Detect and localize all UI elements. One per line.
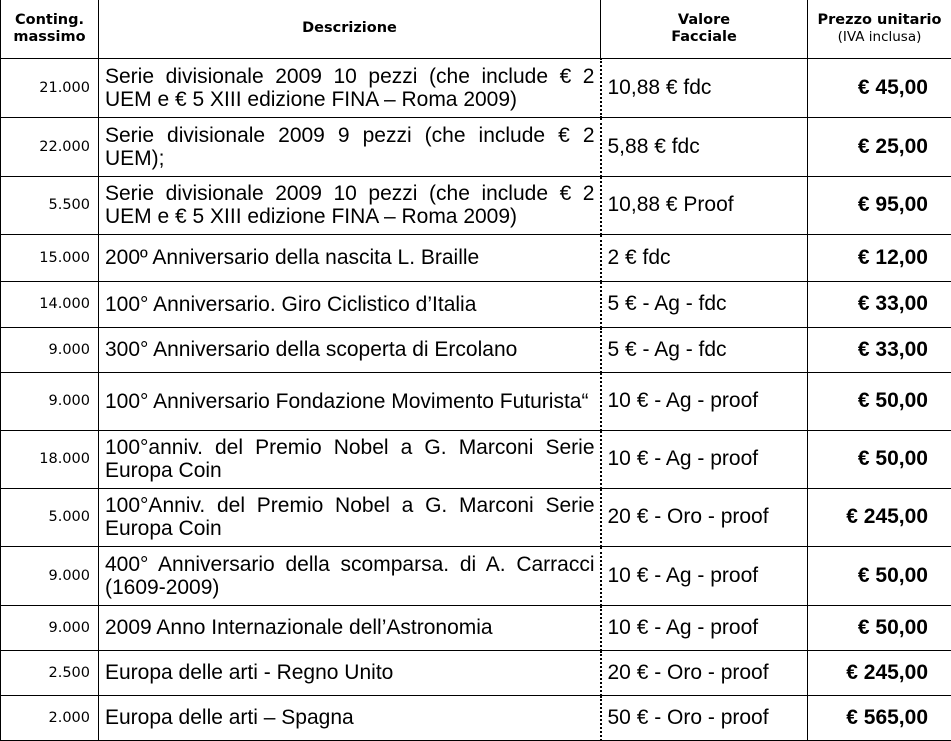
header-descrizione: Descrizione [99, 0, 601, 58]
valore-cell: 50 € - Oro - proof [601, 695, 808, 740]
descrizione-cell: Serie divisionale 2009 10 pezzi (che include € 2 UEM e € 5 XIII edizione FINA – Roma 2009) [99, 58, 601, 117]
header-valore-line2: Facciale [671, 29, 737, 45]
descrizione-cell: Europa delle arti - Regno Unito [99, 650, 601, 695]
table-row [1, 488, 951, 546]
contingente-cell: 2.000 [1, 695, 99, 740]
contingente-cell: 9.000 [1, 372, 99, 430]
valore-cell: 10 € - Ag - proof [601, 430, 808, 488]
prezzo-cell: € 95,00 [808, 176, 951, 234]
header-valore-line1: Valore [678, 12, 730, 28]
contingente-cell: 2.500 [1, 650, 99, 695]
valore-cell: 10 € - Ag - proof [601, 372, 808, 430]
valore-cell: 10,88 € Proof [601, 176, 808, 234]
descrizione-cell: 400° Anniversario della scomparsa. di A. Carracci (1609-2009) [99, 546, 601, 605]
prezzo-cell: € 50,00 [808, 430, 951, 488]
table-row [1, 430, 951, 488]
prezzo-cell: € 25,00 [808, 117, 951, 176]
header-contingente-line2: massimo [13, 29, 85, 45]
contingente-cell: 9.000 [1, 327, 99, 372]
valore-cell: 20 € - Oro - proof [601, 650, 808, 695]
table-row [1, 234, 951, 281]
descrizione-cell: 100° Anniversario Fondazione Movimento Futurista“ [99, 372, 601, 430]
contingente-cell: 9.000 [1, 605, 99, 650]
header-row [1, 0, 951, 58]
contingente-cell: 15.000 [1, 234, 99, 281]
header-prezzo-sub: (IVA inclusa) [808, 29, 951, 46]
table-row [1, 372, 951, 430]
descrizione-cell: 300° Anniversario della scoperta di Ercolano [99, 327, 601, 372]
table-row [1, 176, 951, 234]
contingente-cell: 5.000 [1, 488, 99, 546]
table-row [1, 695, 951, 740]
prezzo-cell: € 245,00 [808, 488, 951, 546]
valore-cell: 5 € - Ag - fdc [601, 281, 808, 327]
prezzo-cell: € 565,00 [808, 695, 951, 740]
descrizione-cell: 100°Anniv. del Premio Nobel a G. Marconi Serie Europa Coin [99, 488, 601, 546]
descrizione-cell: Serie divisionale 2009 9 pezzi (che include € 2 UEM); [99, 117, 601, 176]
descrizione-cell: 200º Anniversario della nascita L. Braille [99, 234, 601, 281]
prezzo-cell: € 12,00 [808, 234, 951, 281]
prezzo-cell: € 33,00 [808, 327, 951, 372]
contingente-cell: 21.000 [1, 58, 99, 117]
prezzo-cell: € 50,00 [808, 605, 951, 650]
valore-cell: 5 € - Ag - fdc [601, 327, 808, 372]
prezzo-cell: € 45,00 [808, 58, 951, 117]
descrizione-cell: Europa delle arti – Spagna [99, 695, 601, 740]
table-row [1, 281, 951, 327]
descrizione-cell: Serie divisionale 2009 10 pezzi (che include € 2 UEM e € 5 XIII edizione FINA – Roma 2009) [99, 176, 601, 234]
contingente-cell: 5.500 [1, 176, 99, 234]
valore-cell: 20 € - Oro - proof [601, 488, 808, 546]
descrizione-cell: 100°anniv. del Premio Nobel a G. Marconi Serie Europa Coin [99, 430, 601, 488]
prezzo-cell: € 50,00 [808, 546, 951, 605]
prezzo-cell: € 245,00 [808, 650, 951, 695]
header-contingente-line1: Conting. [15, 12, 84, 28]
table-row [1, 58, 951, 117]
table-row [1, 650, 951, 695]
valore-cell: 5,88 € fdc [601, 117, 808, 176]
valore-cell: 10 € - Ag - proof [601, 546, 808, 605]
valore-cell: 10 € - Ag - proof [601, 605, 808, 650]
header-contingente [1, 0, 99, 58]
header-prezzo [808, 0, 951, 58]
contingente-cell: 9.000 [1, 546, 99, 605]
table-row [1, 117, 951, 176]
valore-cell: 10,88 € fdc [601, 58, 808, 117]
descrizione-cell: 2009 Anno Internazionale dell’Astronomia [99, 605, 601, 650]
valore-cell: 2 € fdc [601, 234, 808, 281]
descrizione-cell: 100° Anniversario. Giro Ciclistico d’Italia [99, 281, 601, 327]
table-row [1, 605, 951, 650]
prezzo-cell: € 33,00 [808, 281, 951, 327]
contingente-cell: 22.000 [1, 117, 99, 176]
header-prezzo-title: Prezzo unitario [818, 12, 942, 28]
contingente-cell: 18.000 [1, 430, 99, 488]
header-valore [601, 0, 808, 58]
contingente-cell: 14.000 [1, 281, 99, 327]
table-row [1, 546, 951, 605]
prezzo-cell: € 50,00 [808, 372, 951, 430]
table-row [1, 327, 951, 372]
